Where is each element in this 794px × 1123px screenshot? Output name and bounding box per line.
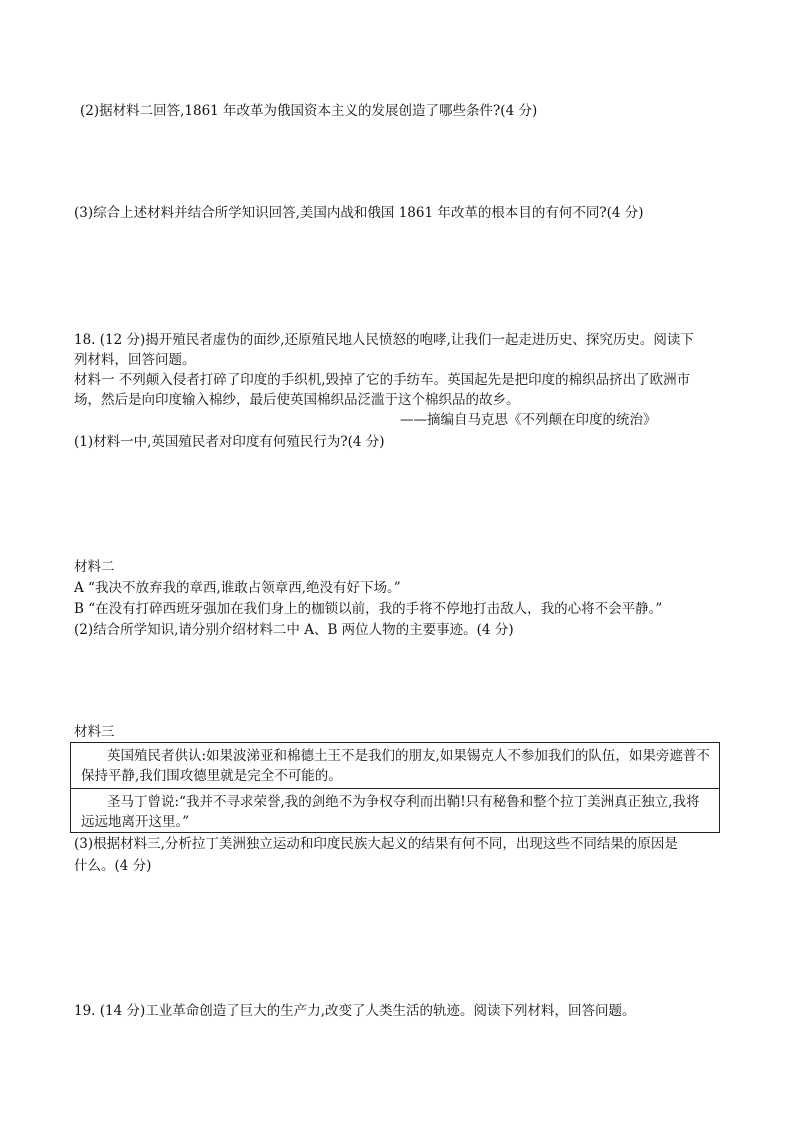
material-3-title: 材料三 (74, 724, 115, 740)
material-1-line-2: 场，然后是向印度输入棉纱，最后使英国棉织品泛滥于这个棉织品的故乡。 (74, 392, 520, 408)
material-3-box-1-text: 英国殖民者供认:如果波涕亚和棉德土王不是我们的朋友,如果锡克人不参加我们的队伍，如果旁遮普不保持平静,我们围攻德里就是完全不可能的。 (81, 748, 710, 784)
question-18-stem-line-2: 列材料，回答问题。 (74, 352, 196, 368)
material-3-box-2 (70, 788, 720, 833)
question-18-part-1: (1)材料一中,英国殖民者对印度有何殖民行为?(4 分) (74, 434, 385, 450)
material-2-quote-b: B “在没有打碎西班牙强加在我们身上的枷锁以前，我的手将不停地打击敌人，我的心将不会平静。” (74, 601, 663, 617)
question-17-part-3: (3)综合上述材料并结合所学知识回答,美国内战和俄国 1861 年改革的根本目的有何不同?(4 分) (74, 205, 644, 221)
question-18-part-3-line-2: 什么。(4 分) (74, 858, 152, 874)
material-3-box-2-text: 圣马丁曾说:“我并不寻求荣誉,我的剑绝不为争权夺利而出鞘!只有秘鲁和整个拉丁美洲真正独立,我将远远地离开这里。” (81, 794, 700, 830)
material-2-quote-a: A “我决不放弃我的章西,谁敢占领章西,绝没有好下场。” (74, 580, 401, 596)
question-18-part-3-line-1: (3)根据材料三,分析拉丁美洲独立运动和印度民族大起义的结果有何不同，出现这些不同结果的原因是 (74, 836, 678, 852)
material-3-box-1 (70, 742, 720, 789)
question-18-part-2: (2)结合所学知识,请分别介绍材料二中 A、B 两位人物的主要事迹。(4 分) (74, 622, 514, 638)
material-2-title: 材料二 (74, 559, 115, 575)
question-17-part-2: (2)据材料二回答,1861 年改革为俄国资本主义的发展创造了哪些条件?(4 分) (80, 103, 538, 119)
question-19-stem: 19. (14 分)工业革命创造了巨大的生产力,改变了人类生活的轨迹。阅读下列材料，回答问题。 (74, 1003, 636, 1019)
question-18-stem-line-1: 18. (12 分)揭开殖民者虚伪的面纱,还原殖民地人民愤怒的咆哮,让我们一起走进历史、探究历史。阅读下 (74, 332, 694, 348)
material-1-line-1: 材料一 不列颠入侵者打碎了印度的手织机,毁掉了它的手纺车。英国起先是把印度的棉织品挤出了欧洲市 (74, 372, 691, 388)
material-1-source: ——摘编自马克思《不列颠在印度的统治》 (400, 412, 657, 428)
